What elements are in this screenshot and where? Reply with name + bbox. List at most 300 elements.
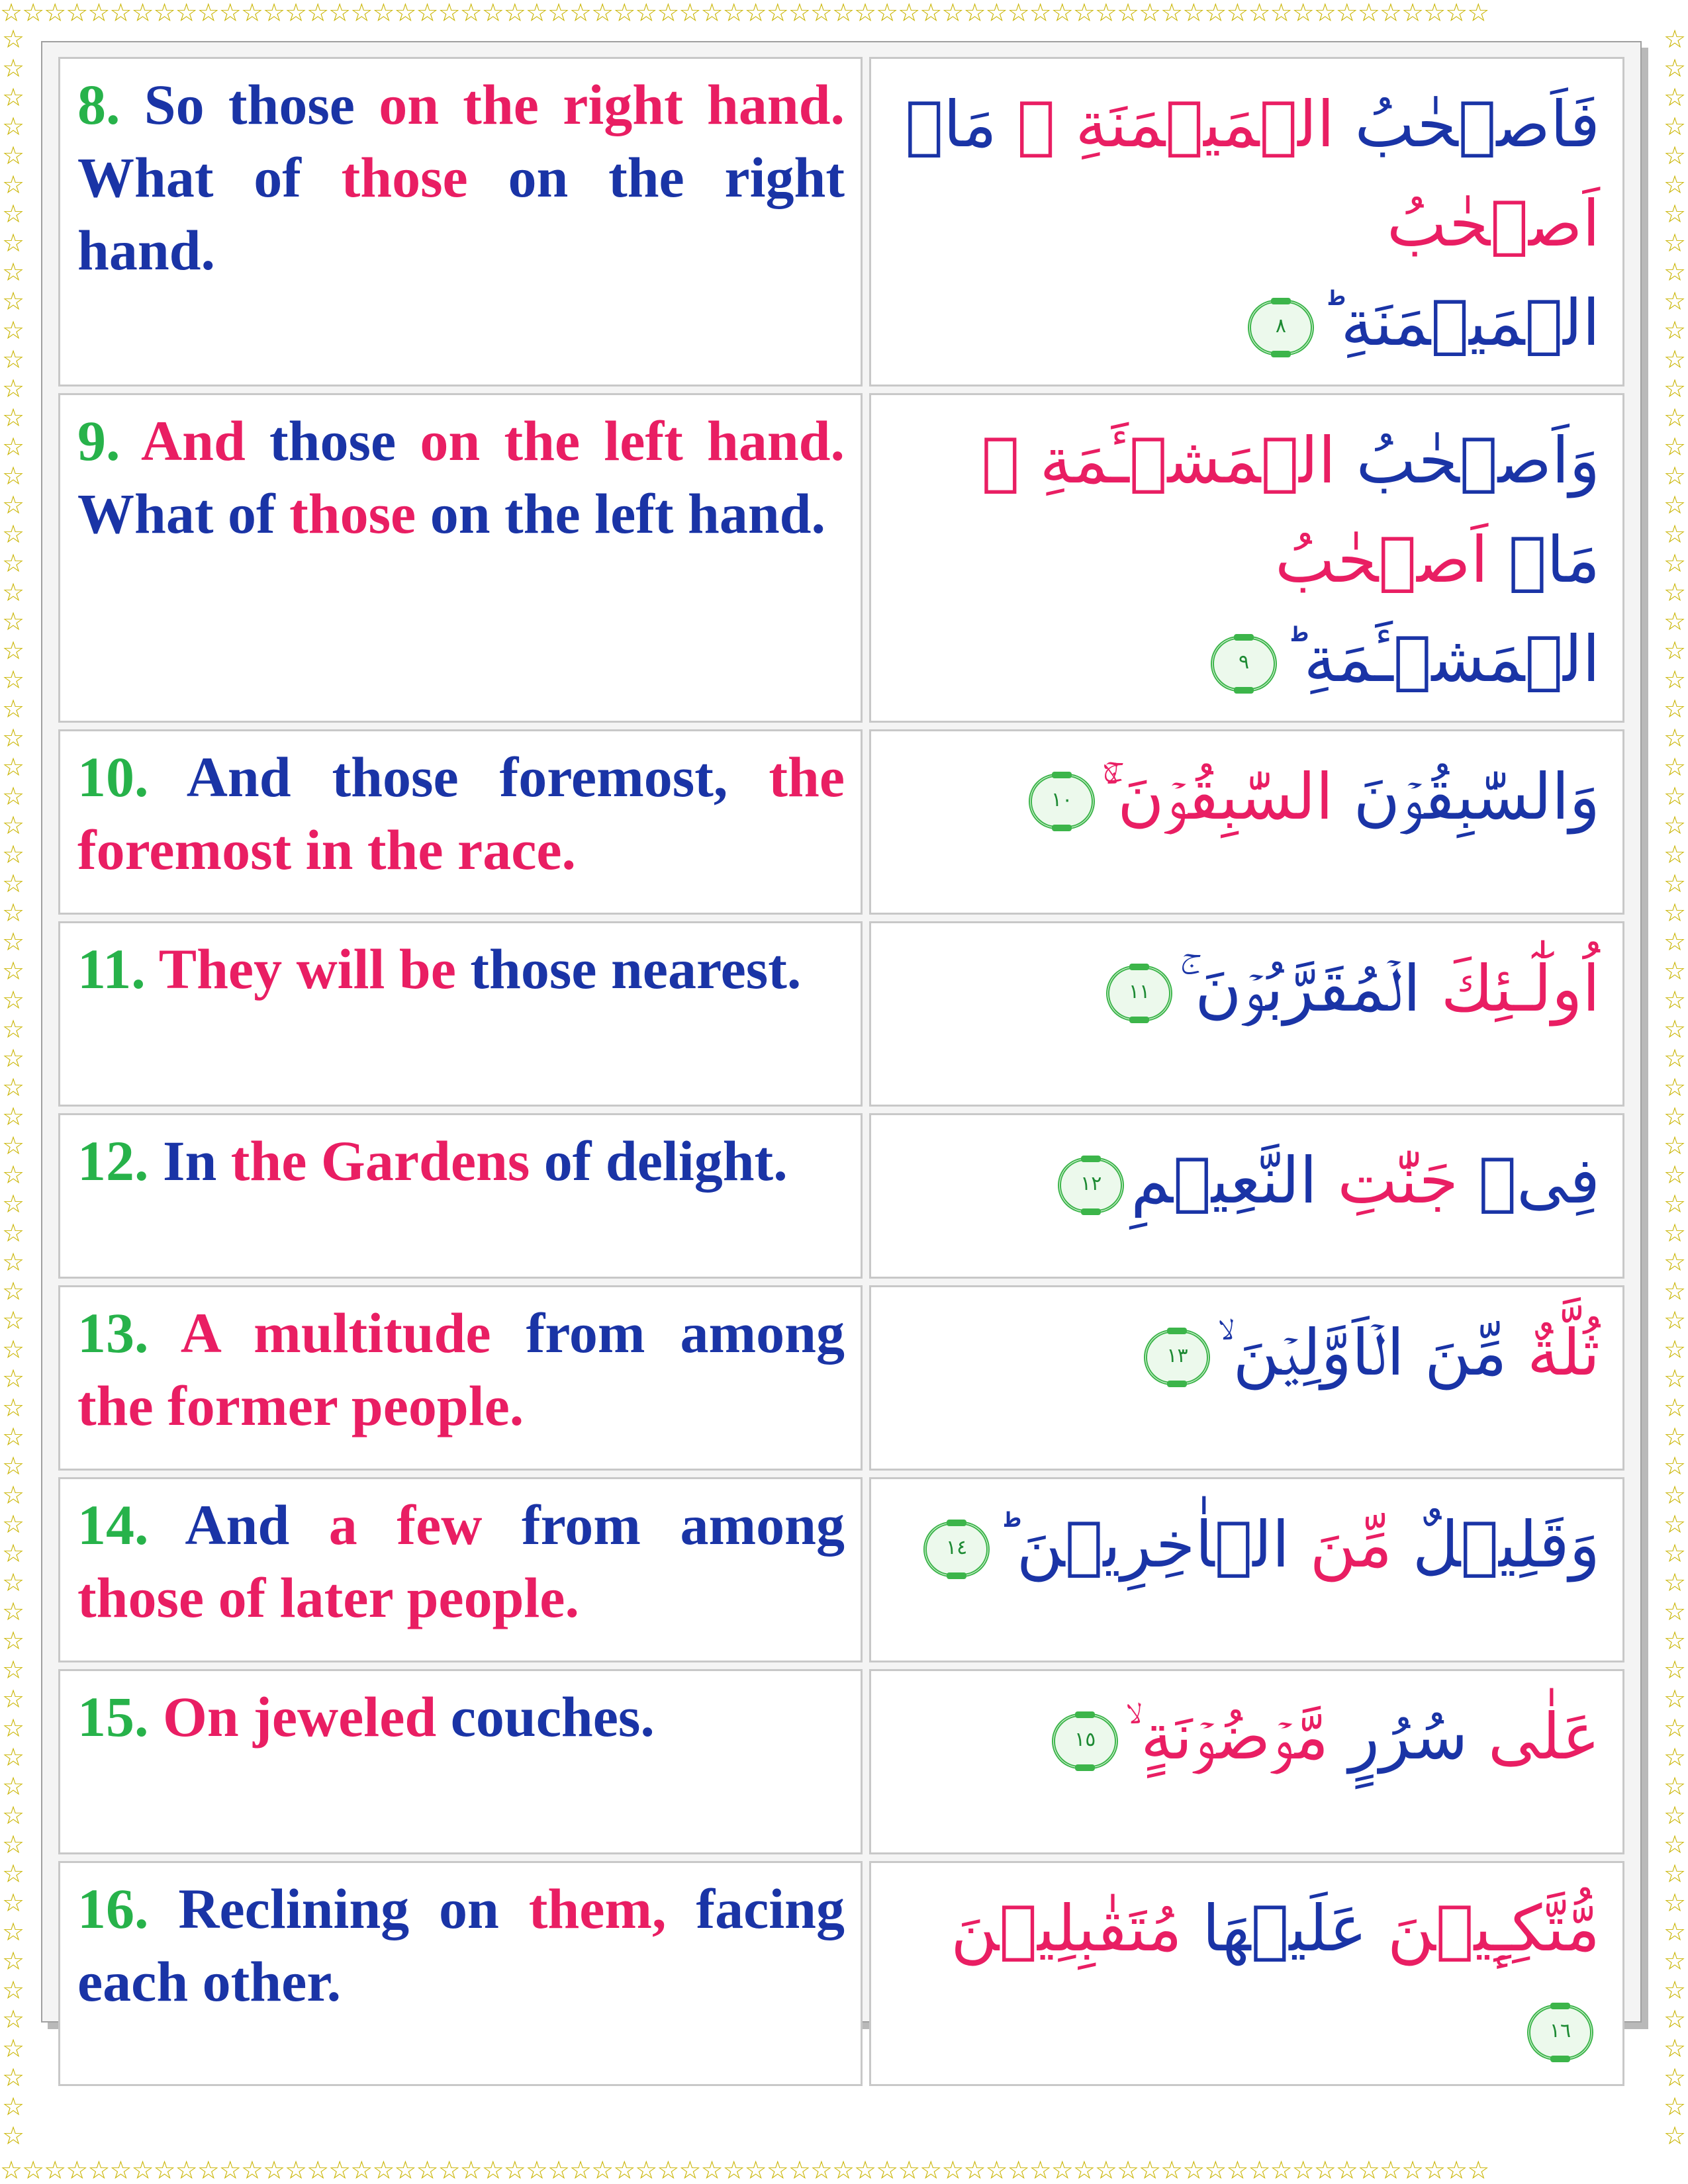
star-icon: ☆	[1, 2005, 25, 2034]
arabic-line	[886, 939, 1600, 1038]
star-icon: ☆	[1248, 0, 1270, 26]
star-icon: ☆	[218, 0, 241, 26]
star-icon: ☆	[744, 2158, 767, 2184]
star-icon: ☆	[1, 1743, 25, 1772]
verse-row	[58, 921, 1624, 1107]
arabic-segment: وَاَصۡحٰبُ	[1336, 424, 1600, 498]
star-icon: ☆	[1663, 316, 1687, 345]
arabic-segment: فِىۡ	[1458, 1144, 1600, 1218]
star-icon: ☆	[613, 2158, 635, 2184]
star-icon: ☆	[1, 461, 25, 490]
star-icon: ☆	[240, 2158, 263, 2184]
star-icon: ☆	[1, 1422, 25, 1451]
star-icon: ☆	[1663, 1364, 1687, 1393]
star-icon: ☆	[1, 1626, 25, 1655]
star-icon: ☆	[1, 869, 25, 898]
star-icon: ☆	[569, 0, 592, 26]
star-icon: ☆	[328, 2158, 351, 2184]
translation-segment: And	[148, 1493, 329, 1557]
ayah-end-marker-icon: ٩	[1211, 636, 1277, 692]
star-icon: ☆	[919, 0, 942, 26]
star-icon: ☆	[1, 316, 25, 345]
star-icon: ☆	[481, 2158, 504, 2184]
star-icon: ☆	[1663, 257, 1687, 287]
star-icon: ☆	[1, 694, 25, 723]
arabic-segment: اَصۡحٰبُ	[1386, 187, 1600, 261]
ayah-end-marker-icon: ٨	[1248, 300, 1314, 355]
star-icon: ☆	[1445, 0, 1468, 26]
arabic-line	[886, 75, 1600, 273]
star-icon: ☆	[1663, 549, 1687, 578]
star-icon: ☆	[1, 1510, 25, 1539]
star-icon: ☆	[1, 1451, 25, 1480]
translation-segment: In	[148, 1129, 231, 1193]
star-icon: ☆	[1, 345, 25, 374]
verses-table	[52, 50, 1631, 2093]
verse-row	[58, 1113, 1624, 1279]
star-icon: ☆	[1, 1393, 25, 1422]
star-icon: ☆	[1, 665, 25, 694]
verse-number: 10.	[77, 745, 149, 809]
star-icon: ☆	[1663, 1451, 1687, 1480]
star-icon: ☆	[1, 1073, 25, 1102]
star-icon: ☆	[1663, 578, 1687, 607]
star-icon: ☆	[1007, 2158, 1029, 2184]
star-icon: ☆	[416, 0, 438, 26]
arabic-line	[886, 273, 1600, 373]
arabic-segment: مِّنَ	[1289, 1508, 1393, 1582]
translation-segment: those of later people.	[77, 1566, 579, 1629]
star-icon: ☆	[766, 2158, 788, 2184]
star-icon: ☆	[1663, 1859, 1687, 1888]
english-translation	[58, 1113, 863, 1279]
star-icon: ☆	[1, 490, 25, 520]
arabic-segment: مَاۤ	[1488, 523, 1600, 597]
star-icon: ☆	[985, 0, 1008, 26]
star-icon: ☆	[1226, 0, 1248, 26]
star-icon: ☆	[1663, 520, 1687, 549]
star-icon: ☆	[175, 2158, 197, 2184]
translation-segment: from among	[521, 1493, 845, 1557]
star-icon: ☆	[153, 0, 175, 26]
star-icon: ☆	[1663, 1946, 1687, 1976]
star-icon: ☆	[1663, 2121, 1687, 2150]
star-icon: ☆	[525, 0, 547, 26]
star-icon: ☆	[1663, 723, 1687, 752]
star-icon: ☆	[963, 2158, 986, 2184]
star-icon: ☆	[591, 2158, 614, 2184]
star-icon: ☆	[722, 0, 745, 26]
star-icon: ☆	[1663, 869, 1687, 898]
star-icon: ☆	[1, 1044, 25, 1073]
star-icon: ☆	[1663, 694, 1687, 723]
arabic-segment: مِّنَ الۡاَوَّلِيۡنَ ۙ	[1217, 1316, 1507, 1390]
star-icon: ☆	[1, 170, 25, 199]
translation-segment: facing each other.	[77, 1877, 845, 2013]
ayah-end-marker-icon: ١٤	[923, 1522, 990, 1577]
arabic-line	[886, 1303, 1600, 1402]
arabic-segment: جَنّٰتِ	[1317, 1144, 1458, 1218]
star-icon: ☆	[1663, 170, 1687, 199]
arabic-verse	[869, 1113, 1624, 1279]
star-icon: ☆	[1, 257, 25, 287]
star-icon: ☆	[1, 1597, 25, 1626]
arabic-segment: الۡاٰخِرِيۡنَ ؕ	[996, 1508, 1290, 1582]
star-icon: ☆	[1072, 2158, 1095, 2184]
star-icon: ☆	[941, 0, 964, 26]
star-icon: ☆	[635, 2158, 657, 2184]
star-icon: ☆	[1663, 607, 1687, 636]
star-icon: ☆	[1663, 1976, 1687, 2005]
star-icon: ☆	[1051, 0, 1073, 26]
translation-segment: those nearest.	[470, 937, 802, 1001]
star-icon: ☆	[1663, 112, 1687, 141]
arabic-line	[886, 1879, 1600, 2077]
translation-segment: the Gardens	[230, 1129, 530, 1193]
star-icon: ☆	[503, 0, 526, 26]
star-icon: ☆	[1663, 1568, 1687, 1597]
star-icon: ☆	[1, 1976, 25, 2005]
star-icon: ☆	[87, 0, 110, 26]
star-icon: ☆	[1094, 2158, 1117, 2184]
translation-segment: on the right hand.	[77, 146, 845, 282]
verse-number: 13.	[77, 1301, 149, 1365]
star-icon: ☆	[1663, 1917, 1687, 1946]
star-icon: ☆	[438, 0, 460, 26]
star-icon: ☆	[1663, 1539, 1687, 1568]
star-icon: ☆	[372, 0, 395, 26]
star-icon: ☆	[1, 1713, 25, 1743]
star-icon: ☆	[1, 1306, 25, 1335]
star-icon: ☆	[1445, 2158, 1468, 2184]
star-icon: ☆	[153, 2158, 175, 2184]
star-icon: ☆	[0, 0, 23, 26]
translation-segment: a few	[328, 1493, 522, 1557]
star-icon: ☆	[1663, 54, 1687, 83]
star-icon: ☆	[1423, 0, 1446, 26]
star-icon: ☆	[306, 0, 329, 26]
star-icon: ☆	[1663, 927, 1687, 956]
ayah-end-marker-icon: ١٢	[1058, 1158, 1124, 1213]
star-icon: ☆	[657, 0, 679, 26]
star-icon: ☆	[1335, 2158, 1358, 2184]
star-icon: ☆	[1204, 0, 1227, 26]
verse-row	[58, 1669, 1624, 1854]
star-icon: ☆	[22, 2158, 44, 2184]
star-icon: ☆	[1, 1684, 25, 1713]
star-icon: ☆	[306, 2158, 329, 2184]
arabic-verse	[869, 729, 1624, 915]
star-icon: ☆	[1401, 0, 1424, 26]
star-icon: ☆	[1401, 2158, 1424, 2184]
arabic-line	[886, 747, 1600, 846]
translation-segment: What of	[77, 482, 290, 545]
star-icon: ☆	[1, 1772, 25, 1801]
english-translation	[58, 921, 863, 1107]
star-icon: ☆	[1, 840, 25, 869]
star-icon: ☆	[1313, 0, 1336, 26]
star-icon: ☆	[1291, 2158, 1314, 2184]
star-icon: ☆	[1094, 0, 1117, 26]
translation-segment: those	[269, 409, 420, 473]
star-icon: ☆	[1663, 840, 1687, 869]
star-icon: ☆	[109, 2158, 132, 2184]
translation-segment: on the right hand.	[379, 73, 845, 136]
translation-segment: them,	[528, 1877, 667, 1940]
star-icon: ☆	[350, 2158, 373, 2184]
star-icon: ☆	[1663, 1801, 1687, 1830]
star-icon: ☆	[240, 0, 263, 26]
star-icon: ☆	[197, 0, 219, 26]
arabic-segment: مُتَقٰبِلِيۡنَ	[951, 1891, 1182, 1966]
star-icon: ☆	[1270, 0, 1292, 26]
star-icon: ☆	[1, 2063, 25, 2092]
star-icon: ☆	[1, 1277, 25, 1306]
arabic-segment: الۡمُقَرَّبُوۡنَ ۚ	[1179, 952, 1421, 1026]
star-icon: ☆	[1, 723, 25, 752]
arabic-segment: فَاَصۡحٰبُ	[1334, 87, 1600, 161]
star-icon: ☆	[1663, 1684, 1687, 1713]
arabic-verse	[869, 1285, 1624, 1471]
star-icon: ☆	[1663, 2005, 1687, 2034]
star-icon: ☆	[1, 374, 25, 403]
star-icon: ☆	[1, 985, 25, 1015]
star-icon: ☆	[1, 1102, 25, 1131]
translation-segment: those	[341, 146, 468, 209]
star-icon: ☆	[1467, 2158, 1489, 2184]
arabic-segment: مَّوۡضُوۡنَةٍ ۙ	[1125, 1700, 1329, 1774]
star-icon: ☆	[1663, 345, 1687, 374]
star-icon: ☆	[831, 0, 855, 26]
star-icon: ☆	[613, 0, 635, 26]
star-icon: ☆	[1663, 1743, 1687, 1772]
star-icon: ☆	[1663, 1830, 1687, 1859]
star-border-top	[0, 0, 1688, 26]
star-icon: ☆	[1182, 2158, 1205, 2184]
english-translation	[58, 1861, 863, 2086]
arabic-line	[886, 1495, 1600, 1594]
star-icon: ☆	[1, 1888, 25, 1917]
star-icon: ☆	[262, 2158, 285, 2184]
star-icon: ☆	[285, 0, 307, 26]
translation-segment: those	[289, 482, 416, 545]
star-icon: ☆	[1116, 0, 1139, 26]
star-icon: ☆	[1663, 752, 1687, 782]
star-icon: ☆	[1663, 287, 1687, 316]
verse-number: 14.	[77, 1493, 149, 1557]
star-icon: ☆	[1663, 432, 1687, 461]
star-icon: ☆	[788, 0, 810, 26]
star-icon: ☆	[394, 0, 416, 26]
star-icon: ☆	[1, 1917, 25, 1946]
star-icon: ☆	[1, 520, 25, 549]
star-icon: ☆	[1182, 0, 1205, 26]
star-icon: ☆	[1, 83, 25, 112]
star-icon: ☆	[1663, 83, 1687, 112]
english-translation	[58, 1477, 863, 1662]
star-icon: ☆	[481, 0, 504, 26]
arabic-verse	[869, 1861, 1624, 2086]
star-icon: ☆	[1663, 985, 1687, 1015]
star-icon: ☆	[1663, 1597, 1687, 1626]
star-icon: ☆	[1204, 2158, 1227, 2184]
star-icon: ☆	[66, 2158, 88, 2184]
star-icon: ☆	[1116, 2158, 1139, 2184]
star-icon: ☆	[1467, 0, 1489, 26]
star-icon: ☆	[22, 0, 44, 26]
star-icon: ☆	[547, 2158, 570, 2184]
star-icon: ☆	[1663, 1626, 1687, 1655]
star-icon: ☆	[1663, 1277, 1687, 1306]
star-icon: ☆	[1, 1248, 25, 1277]
star-icon: ☆	[1357, 2158, 1380, 2184]
star-icon: ☆	[831, 2158, 855, 2184]
star-icon: ☆	[635, 0, 657, 26]
star-icon: ☆	[218, 2158, 241, 2184]
arabic-segment: الۡمَشۡـَٔمَةِ ؕ	[1284, 622, 1600, 696]
star-icon: ☆	[1029, 2158, 1051, 2184]
star-icon: ☆	[1, 636, 25, 665]
arabic-verse	[869, 57, 1624, 387]
star-icon: ☆	[1663, 1306, 1687, 1335]
english-translation	[58, 1669, 863, 1854]
verse-row	[58, 1477, 1624, 1662]
translation-segment: of delight.	[530, 1129, 788, 1193]
translation-segment: on the left hand.	[416, 482, 826, 545]
ayah-end-marker-icon: ١٣	[1144, 1330, 1210, 1385]
star-icon: ☆	[898, 2158, 920, 2184]
star-icon: ☆	[1663, 1073, 1687, 1102]
star-icon: ☆	[1, 1015, 25, 1044]
star-icon: ☆	[1160, 2158, 1183, 2184]
star-icon: ☆	[1, 141, 25, 170]
star-icon: ☆	[657, 2158, 679, 2184]
ayah-end-marker-icon: ١٥	[1052, 1713, 1118, 1769]
star-icon: ☆	[350, 0, 373, 26]
star-icon: ☆	[1663, 2092, 1687, 2121]
star-icon: ☆	[1663, 2063, 1687, 2092]
star-icon: ☆	[1, 782, 25, 811]
star-icon: ☆	[1, 54, 25, 83]
star-icon: ☆	[197, 2158, 219, 2184]
star-icon: ☆	[679, 0, 701, 26]
verse-number: 12.	[77, 1129, 149, 1193]
star-icon: ☆	[1, 1539, 25, 1568]
star-icon: ☆	[1, 927, 25, 956]
star-icon: ☆	[1, 956, 25, 985]
star-icon: ☆	[1663, 1713, 1687, 1743]
translation-segment: So those	[120, 73, 379, 136]
star-icon: ☆	[766, 0, 788, 26]
star-icon: ☆	[1379, 2158, 1401, 2184]
translation-segment: couches.	[450, 1685, 655, 1749]
star-icon: ☆	[438, 2158, 460, 2184]
star-icon: ☆	[1, 112, 25, 141]
star-icon: ☆	[1663, 26, 1687, 54]
star-icon: ☆	[1357, 0, 1380, 26]
translation-segment: the foremost in the race.	[77, 745, 845, 882]
star-icon: ☆	[1, 811, 25, 840]
english-translation	[58, 729, 863, 915]
star-icon: ☆	[1, 752, 25, 782]
star-icon: ☆	[1, 199, 25, 228]
star-icon: ☆	[1, 607, 25, 636]
arabic-line	[886, 411, 1600, 610]
translation-segment: And those foremost,	[148, 745, 769, 809]
star-icon: ☆	[1, 1859, 25, 1888]
star-icon: ☆	[1248, 2158, 1270, 2184]
star-icon: ☆	[1663, 490, 1687, 520]
star-icon: ☆	[44, 0, 66, 26]
arabic-segment: مُّتَّكِـِٕيۡنَ	[1367, 1891, 1600, 1966]
verse-row	[58, 729, 1624, 915]
star-icon: ☆	[1270, 2158, 1292, 2184]
verse-number: 8.	[77, 73, 120, 136]
star-icon: ☆	[854, 0, 876, 26]
arabic-segment: مَاۤ	[905, 87, 1017, 161]
translation-segment: They will be	[145, 937, 471, 1001]
star-border-right	[1662, 26, 1688, 2158]
star-icon: ☆	[1, 1189, 25, 1218]
star-border-left	[0, 26, 26, 2158]
star-icon: ☆	[1423, 2158, 1446, 2184]
verses-panel	[41, 41, 1642, 2042]
translation-segment: And	[120, 409, 270, 473]
star-icon: ☆	[1139, 2158, 1161, 2184]
star-icon: ☆	[898, 0, 920, 26]
translation-segment: A multitude	[148, 1301, 526, 1365]
star-icon: ☆	[328, 0, 351, 26]
star-icon: ☆	[1, 26, 25, 54]
star-icon: ☆	[1, 2092, 25, 2121]
star-icon: ☆	[1, 1131, 25, 1160]
star-icon: ☆	[1663, 1772, 1687, 1801]
star-icon: ☆	[700, 0, 723, 26]
star-icon: ☆	[1, 432, 25, 461]
arabic-verse	[869, 393, 1624, 723]
star-icon: ☆	[1663, 228, 1687, 257]
verse-row	[58, 393, 1624, 723]
star-icon: ☆	[1, 1160, 25, 1189]
star-icon: ☆	[700, 2158, 723, 2184]
star-icon: ☆	[1313, 2158, 1336, 2184]
arabic-verse	[869, 1477, 1624, 1662]
ayah-end-marker-icon: ١٠	[1029, 774, 1095, 829]
translation-segment: from among	[526, 1301, 845, 1365]
star-icon: ☆	[1663, 898, 1687, 927]
star-icon: ☆	[1, 898, 25, 927]
star-icon: ☆	[1663, 956, 1687, 985]
star-icon: ☆	[1663, 1218, 1687, 1248]
star-icon: ☆	[1663, 1422, 1687, 1451]
star-icon: ☆	[285, 2158, 307, 2184]
verse-number: 15.	[77, 1685, 149, 1749]
star-icon: ☆	[131, 0, 154, 26]
arabic-segment: النَّعِيۡمِ	[1131, 1144, 1317, 1218]
star-icon: ☆	[1, 1830, 25, 1859]
star-icon: ☆	[1663, 636, 1687, 665]
translation-segment: On jeweled	[148, 1685, 451, 1749]
star-icon: ☆	[876, 0, 898, 26]
english-translation	[58, 393, 863, 723]
star-icon: ☆	[66, 0, 88, 26]
star-icon: ☆	[1663, 1102, 1687, 1131]
translation-segment: the former people.	[77, 1374, 524, 1437]
star-icon: ☆	[1139, 0, 1161, 26]
star-icon: ☆	[1, 1946, 25, 1976]
verse-row	[58, 1285, 1624, 1471]
star-icon: ☆	[1072, 0, 1095, 26]
